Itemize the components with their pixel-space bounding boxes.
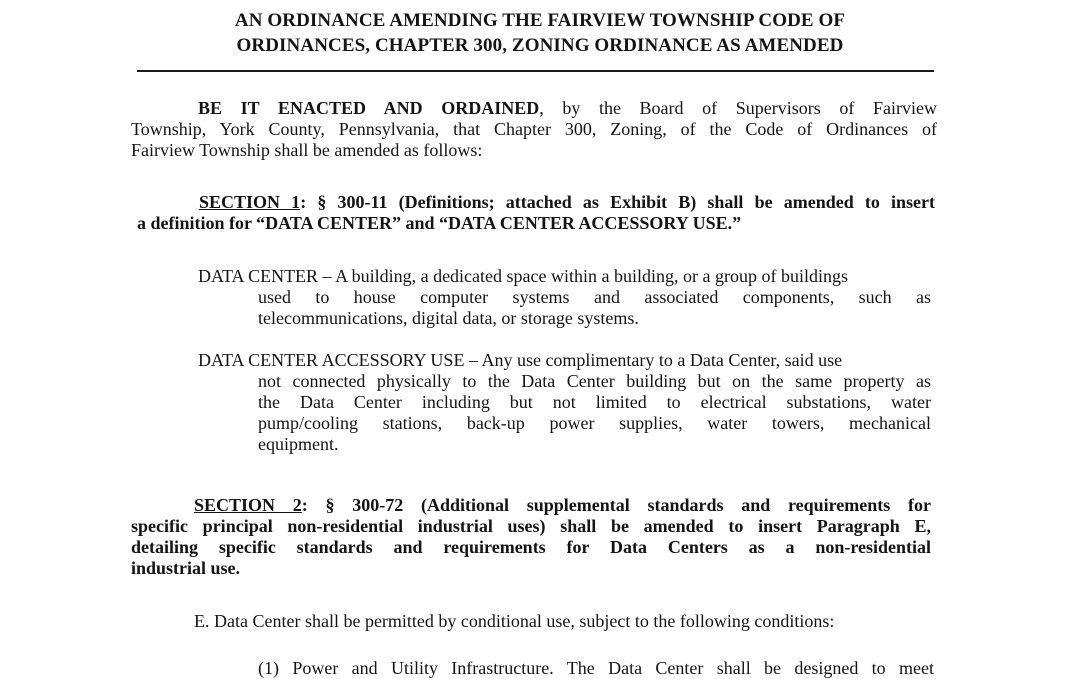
section-2-label: SECTION 2 (194, 495, 302, 515)
definition-data-center-line-2: used to house computer systems and associated components, such as (258, 287, 931, 307)
item-1-power-utility (258, 658, 934, 679)
section-1-line-1-rest: : § 300-11 (Definitions; attached as Exhibit B) shall be amended to insert (300, 192, 936, 212)
definition-data-center (198, 266, 931, 329)
definition-accessory-line-3: the Data Center including but not limited to electrical substations, water (258, 392, 931, 412)
definition-data-center-accessory-use (198, 350, 931, 455)
enactment-line-3: Fairview Township shall be amended as follows: (131, 140, 483, 160)
definition-data-center-line-1: DATA CENTER – A building, a dedicated space within a building, or a group of buildings (198, 266, 848, 286)
section-1-line-1 (137, 192, 935, 213)
section-2-line-1 (131, 495, 931, 516)
ordinance-title-line-2: ORDINANCES, CHAPTER 300, ZONING ORDINANCE AS AMENDED (236, 35, 844, 56)
item-1-text: (1) Power and Utility Infrastructure. The Data Center shall be designed to meet (258, 658, 934, 678)
enactment-lead: BE IT ENACTED AND ORDAINED (198, 98, 540, 118)
section-2-line-1-rest: : § 300-72 (Additional supplemental standards and requirements for (301, 495, 931, 515)
enactment-paragraph (131, 98, 937, 161)
ordinance-title-line-1: AN ORDINANCE AMENDING THE FAIRVIEW TOWNSHIP CODE OF (234, 10, 846, 31)
definition-accessory-line-5: equipment. (258, 434, 339, 454)
section-1-label: SECTION 1 (199, 192, 301, 212)
title-divider (137, 70, 934, 72)
paragraph-e-text: E. Data Center shall be permitted by conditional use, subject to the following conditions: (194, 611, 835, 631)
section-2-line-4: industrial use. (131, 558, 241, 578)
paragraph-e (194, 611, 934, 632)
definition-data-center-line-3: telecommunications, digital data, or storage systems. (258, 308, 639, 328)
section-1-heading (137, 192, 935, 234)
section-2-heading (131, 495, 931, 579)
definition-accessory-line-2: not connected physically to the Data Center building but on the same property as (258, 371, 931, 391)
enactment-line-1 (131, 98, 937, 119)
enactment-line-2: Township, York County, Pennsylvania, that Chapter 300, Zoning, of the Code of Ordinances of (131, 119, 937, 139)
enactment-line-1-rest: , by the Board of Supervisors of Fairview (539, 98, 937, 118)
definition-accessory-line-1: DATA CENTER ACCESSORY USE – Any use complimentary to a Data Center, said use (198, 350, 843, 370)
section-2-line-3: detailing specific standards and requirements for Data Centers as a non-residential (131, 537, 931, 557)
section-2-line-2: specific principal non-residential industrial uses) shall be amended to insert Paragraph E, (131, 516, 931, 536)
section-1-line-2: a definition for “DATA CENTER” and “DATA CENTER ACCESSORY USE.” (137, 213, 742, 233)
definition-accessory-line-4: pump/cooling stations, back-up power supplies, water towers, mechanical (258, 413, 931, 433)
